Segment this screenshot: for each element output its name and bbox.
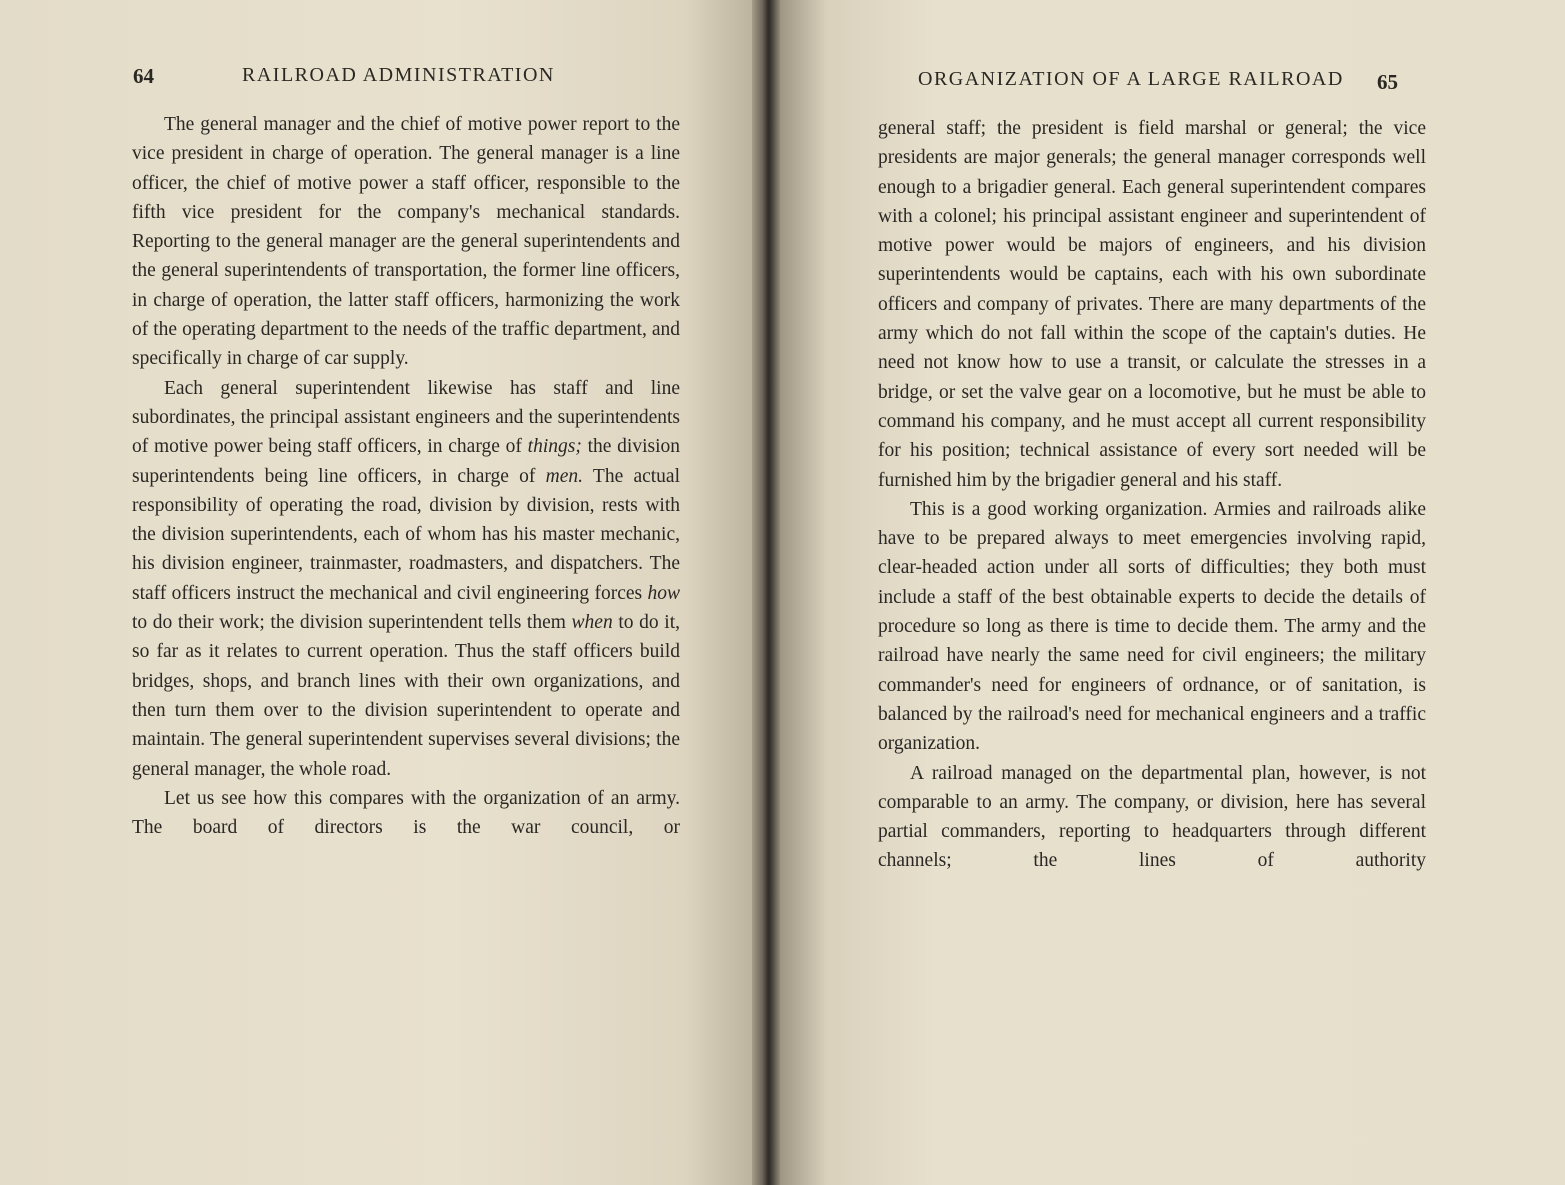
italic-emphasis: how — [647, 582, 680, 604]
italic-emphasis: things; — [527, 436, 582, 458]
left-page — [0, 0, 760, 1185]
left-running-head: RAILROAD ADMINISTRATION — [242, 64, 555, 86]
paragraph: Let us see how this compares with the organization of an army. The board of directors is the war council, or — [132, 787, 680, 839]
paragraph: A railroad managed on the departmental plan, however, is not comparable to an army. The company, or division, here has several partial commanders, reporting to headquarters through different channels; the lines of authority — [878, 762, 1426, 872]
right-page — [780, 0, 1565, 1185]
left-page-body — [132, 110, 680, 842]
paragraph: Each general superintendent likewise has staff and line subordinates, the principal assistant engineers and the superintendents of motive power being staff officers, in charge of things; the division superintendents being line officers, in charge of men. The actual responsibility of operating the road, division by division, rests with the division superintendents, each of whom has his master mechanic, his division engineer, trainmaster, roadmasters, and dispatchers. The staff officers instruct the mechanical and civil engineering forces how to do their work; the division superintendent tells them when to do it, so far as it relates to current operation. Thus the staff officers build bridges, shops, and branch lines with their own organizations, and then turn them over to the division superintendent to operate and maintain. The general superintendent supervises several divisions; the general manager, the whole road. — [132, 377, 681, 780]
right-page-number: 65 — [1377, 70, 1398, 94]
right-page-body — [878, 114, 1426, 876]
paragraph: The general manager and the chief of motive power report to the vice president in charge of operation. The general manager is a line officer, the chief of motive power a staff officer, responsible to the fifth vice president for the company's mechanical standards. Reporting to the general manager are the general superintendents and the general superintendents of transportation, the former line officers, in charge of operation, the latter staff officers, harmonizing the work of the operating department to the needs of the traffic department, and specifically in charge of car supply. — [132, 114, 680, 370]
italic-emphasis: men. — [545, 465, 584, 487]
left-page-number: 64 — [133, 64, 154, 88]
italic-emphasis: when — [571, 612, 613, 634]
paragraph: This is a good working organization. Armies and railroads alike have to be prepared always to meet emergencies involving rapid, clear-headed action under all sorts of difficulties; they both must include a staff of the best obtainable experts to decide the details of procedure so long as there is time to decide them. The army and the railroad have nearly the same need for civil engineers; the military commander's need for engineers of ordnance, or of sanitation, is balanced by the railroad's need for mechanical engineers and a traffic organization. — [878, 498, 1426, 755]
right-running-head: ORGANIZATION OF A LARGE RAILROAD — [918, 68, 1344, 90]
paragraph: general staff; the president is field marshal or general; the vice presidents are major generals; the general manager corresponds well enough to a brigadier general. Each general superintendent compares with a colonel; his principal assistant engineer and superintendent of motive power would be majors of engineers, and his division superintendents would be captains, each with his own subordinate officers and company of privates. There are many departments of the army which do not fall within the scope of the captain's duties. He need not know how to use a transit, or calculate the stresses in a bridge, or set the valve gear on a locomotive, but he must be able to command his company, and he must accept all current responsibility for his position; technical assistance of every sort needed will be furnished him by the brigadier general and his staff. — [878, 118, 1426, 491]
